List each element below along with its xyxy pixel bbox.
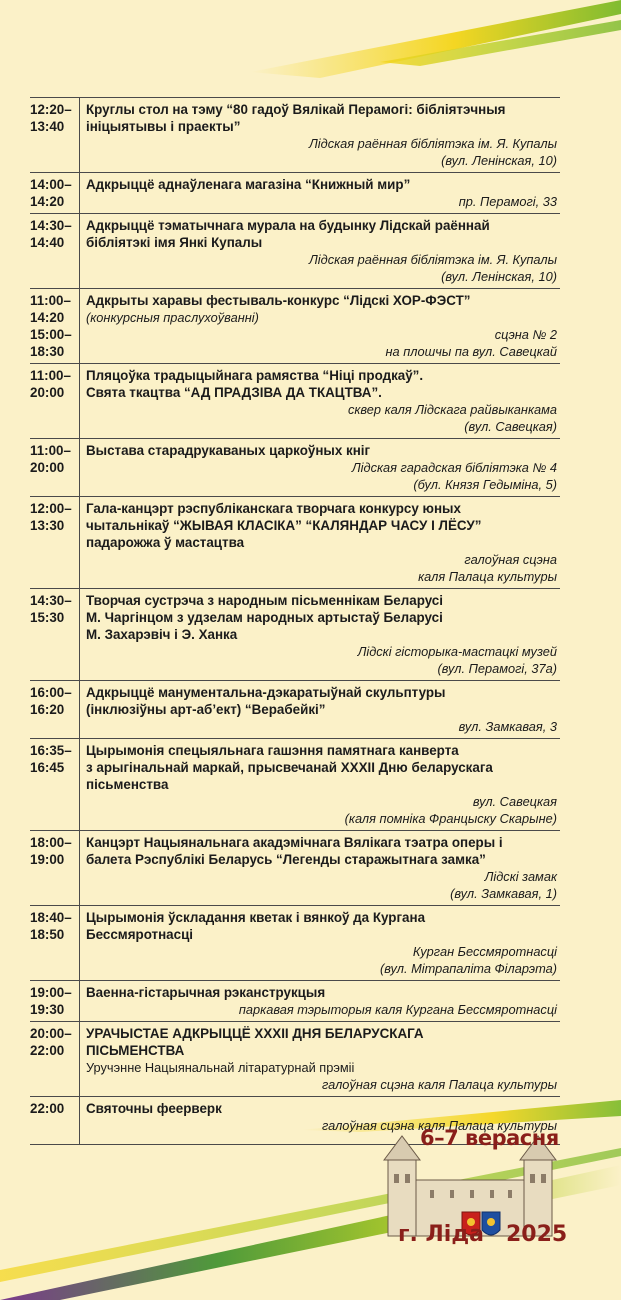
event-time: 20:00– 22:00 [30, 1022, 80, 1096]
festival-city: г. Ліда [398, 1222, 484, 1247]
schedule-row [30, 497, 560, 589]
event-title: УРАЧЫСТАЕ АДКРЫЦЦЁ ХХХІІ ДНЯ БЕЛАРУСКАГА ПІСЬМЕНСТВА [86, 1026, 424, 1058]
event-title: Цырымонія ўскладання кветак і вянкоў да Кургана Бессмяротнасці [86, 910, 426, 942]
event-note: Уручэнне Нацыянальнай літаратурнай прэміі [86, 1060, 355, 1075]
event-title: Адкрыццё манументальна-дэкаратыўнай скульптуры (інклюзіўны арт-аб’ект) “Верабейкі” [86, 685, 446, 717]
event-time: 14:00– 14:20 [30, 173, 80, 213]
event-time: 11:00– 20:00 [30, 439, 80, 496]
event-time: 14:30– 14:40 [30, 214, 80, 288]
event-title: Адкрыццё тэматычнага мурала на будынку Лідскай раённай бібліятэкі імя Янкі Купалы [86, 218, 490, 250]
event-place: пр. Перамогі, 33 [458, 194, 557, 209]
schedule-row [30, 214, 560, 289]
schedule-row [30, 439, 560, 497]
schedule-row [30, 981, 560, 1022]
event-place: Лідская гарадская бібліятэка № 4 (бул. Князя Гедыміна, 5) [351, 460, 557, 492]
event-place: Лідская раённая бібліятэка ім. Я. Купалы (вул. Ленінская, 10) [309, 136, 557, 168]
schedule-row [30, 589, 560, 681]
event-title: Адкрыццё аднаўленага магазіна “Книжный мир” [86, 177, 411, 192]
event-time: 12:00– 13:30 [30, 497, 80, 588]
event-title: Гала-канцэрт рэспубліканскага творчага конкурсу юных чытальнікаў “ЖЫВАЯ КЛАСІКА” “КАЛЯНДАР ЧАСУ І ЛЁСУ” падарожжа ў мастацтва [86, 501, 482, 550]
event-title: Пляцоўка традыцыйнага рамяства “Ніці продкаў”. Свята ткацтва “АД ПРАДЗІВА ДА ТКАЦТВА”. [86, 368, 424, 400]
event-place: галоўная сцэна каля Палаца культуры [321, 1118, 557, 1133]
event-place: Лідскі гісторыка-мастацкі музей (вул. Перамогі, 37а) [357, 644, 557, 676]
schedule-row [30, 739, 560, 831]
event-place: галоўная сцэна каля Палаца культуры [321, 1077, 557, 1092]
event-time: 18:00– 19:00 [30, 831, 80, 905]
event-title: Канцэрт Нацыянальнага акадэмічнага Вялікага тэатра оперы і балета Рэспублікі Беларусь “Легенды старажытнага замка” [86, 835, 503, 867]
event-time: 18:40– 18:50 [30, 906, 80, 980]
schedule-row [30, 1022, 560, 1097]
event-schedule [30, 97, 560, 1145]
event-title: Цырымонія спецыяльнага гашэння памятнага канверта з арыгінальнай маркай, прысвечанай ХХХІІ Дню беларускага пісьменства [86, 743, 493, 792]
event-place: сцэна № 2 на плошчы па вул. Савецкай [385, 327, 557, 359]
event-place: Лідскі замак (вул. Замкавая, 1) [450, 869, 557, 901]
event-title: Святочны феерверк [86, 1101, 222, 1116]
event-title: Творчая сустрэча з народным пісьменнікам Беларусі М. Чаргінцом з удзелам народных артыстаў Беларусі М. Захарэвіч і Э. Ханка [86, 593, 443, 642]
schedule-row [30, 831, 560, 906]
event-place: вул. Савецкая (каля помніка Францыску Скарыне) [344, 794, 557, 826]
event-place: галоўная сцэна каля Палаца культуры [418, 552, 557, 584]
event-time: 11:00– 14:20 15:00– 18:30 [30, 289, 80, 363]
event-time: 16:00– 16:20 [30, 681, 80, 738]
event-title: Ваенна-гістарычная рэканструкцыя [86, 985, 326, 1000]
event-title: Выстава старадрукаваных царкоўных кніг [86, 443, 371, 458]
event-place: Лідская раённая бібліятэка ім. Я. Купалы (вул. Ленінская, 10) [309, 252, 557, 284]
schedule-row [30, 98, 560, 173]
event-subtitle: (конкурсныя праслухоўванні) [86, 310, 259, 325]
event-time: 11:00– 20:00 [30, 364, 80, 438]
event-time: 19:00– 19:30 [30, 981, 80, 1021]
event-place: Курган Бессмяротнасці (вул. Мітрапаліта Філарэта) [380, 944, 557, 976]
schedule-row [30, 173, 560, 214]
event-time: 16:35– 16:45 [30, 739, 80, 830]
event-place: вул. Замкавая, 3 [458, 719, 557, 734]
festival-year: 2025 [506, 1222, 568, 1247]
schedule-row [30, 364, 560, 439]
event-place: сквер каля Лідскага райвыканкама (вул. Савецкая) [347, 402, 557, 434]
festival-date: 6–7 верасня [420, 1126, 559, 1150]
event-place: паркавая тэрыторыя каля Кургана Бессмяротнасці [238, 1002, 557, 1017]
event-time: 12:20– 13:40 [30, 98, 80, 172]
event-title: Круглы стол на тэму “80 гадоў Вялікай Перамогі: бібліятэчныя ініцыятывы і праекты” [86, 102, 506, 134]
event-title: Адкрыты харавы фестываль-конкурс “Лідскі ХОР-ФЭСТ” [86, 293, 471, 308]
schedule-row [30, 906, 560, 981]
schedule-row [30, 681, 560, 739]
schedule-row [30, 289, 560, 364]
event-time: 22:00 [30, 1097, 80, 1144]
event-time: 14:30– 15:30 [30, 589, 80, 680]
